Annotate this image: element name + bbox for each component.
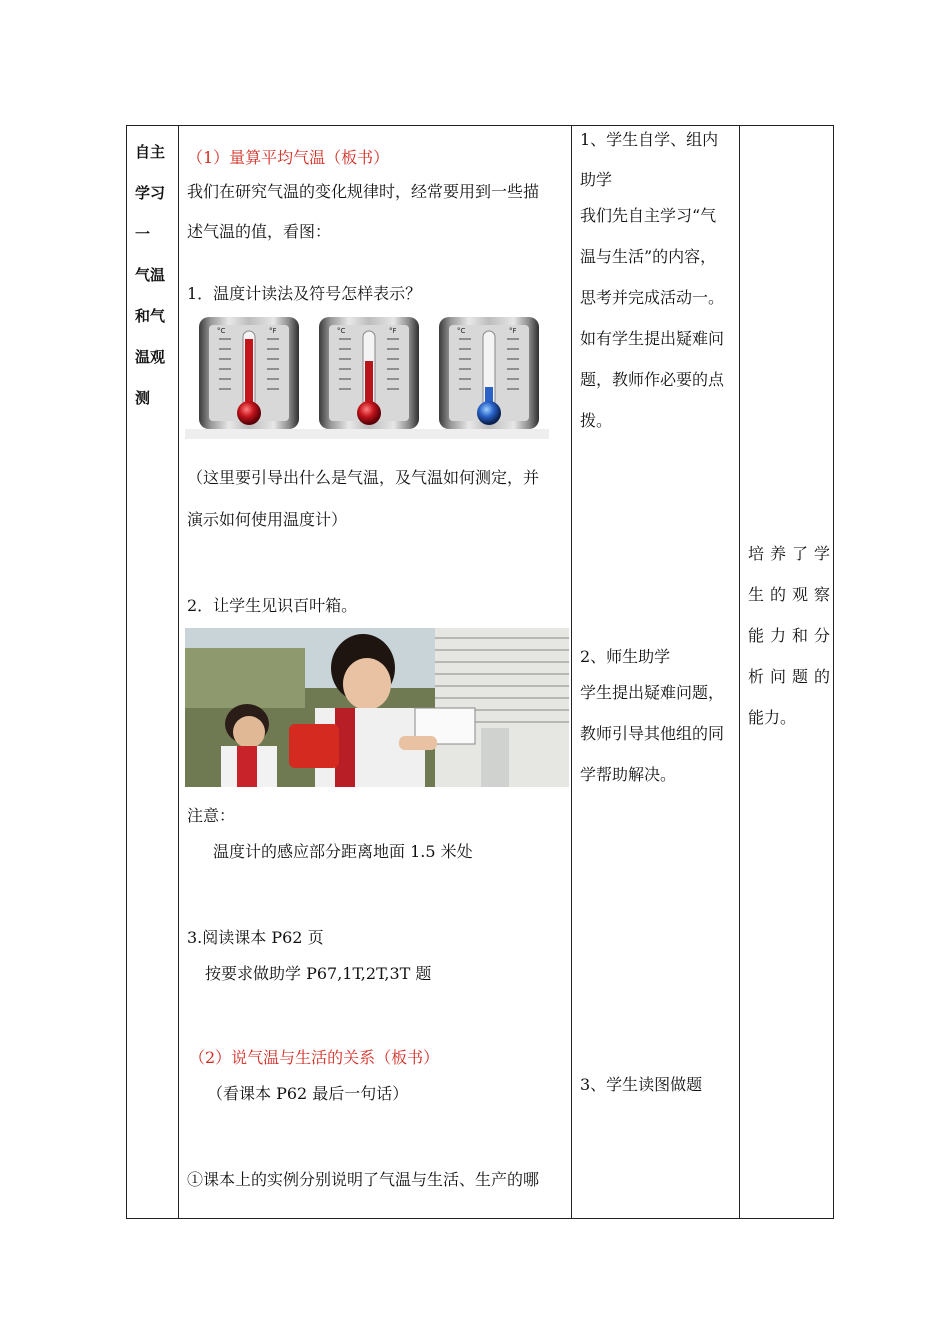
thermometers-image bbox=[185, 311, 549, 439]
activity-line: 题，教师作必要的点 bbox=[580, 370, 725, 389]
heading-2-note: （看课本 P62 最后一句话） bbox=[207, 1084, 409, 1103]
louver-box-photo bbox=[185, 628, 569, 787]
intent-line: 能力和分 bbox=[748, 626, 837, 645]
svg-text:°C: °C bbox=[457, 327, 466, 335]
activity-line: 学帮助解决。 bbox=[580, 765, 677, 784]
note: 演示如何使用温度计） bbox=[187, 510, 348, 529]
question-2: 2．让学生见识百叶箱。 bbox=[187, 596, 358, 615]
svg-text:°F: °F bbox=[509, 327, 517, 335]
activity-line: 2、师生助学 bbox=[580, 647, 671, 666]
activity-line: 温与生活”的内容， bbox=[580, 247, 717, 266]
svg-text:°F: °F bbox=[269, 327, 277, 335]
divider bbox=[178, 126, 179, 1218]
activity-line: 思考并完成活动一。 bbox=[580, 288, 725, 307]
activity-line: 3、学生读图做题 bbox=[580, 1075, 703, 1094]
question-3-text: 按要求做助学 P67,1T,2T,3T 题 bbox=[205, 964, 432, 983]
intent-line: 析问题的 bbox=[748, 667, 837, 686]
activity-line: 1、学生自学、组内 bbox=[580, 130, 719, 149]
attention-label: 注意： bbox=[187, 806, 236, 825]
heading-2: （2）说气温与生活的关系（板书） bbox=[189, 1048, 440, 1067]
question-3: 3.阅读课本 P62 页 bbox=[187, 928, 324, 947]
activity-line: 我们先自主学习“气 bbox=[580, 206, 717, 225]
paragraph: ①课本上的实例分别说明了气温与生活、生产的哪 bbox=[187, 1170, 540, 1189]
activity-line: 助学 bbox=[580, 170, 613, 189]
divider bbox=[571, 126, 572, 1218]
divider bbox=[739, 126, 740, 1218]
activity-line: 学生提出疑难问题， bbox=[580, 683, 725, 702]
thermometer bbox=[319, 317, 419, 429]
intent-line: 生的观察 bbox=[748, 585, 837, 604]
attention-text: 温度计的感应部分距离地面 1.5 米处 bbox=[213, 842, 473, 861]
lesson-table bbox=[126, 125, 837, 1219]
intent-line: 培养了学 bbox=[748, 544, 837, 563]
section-title: 自主 学习 一 气温 和气 温观 测 bbox=[135, 143, 166, 407]
thermometer bbox=[439, 317, 539, 429]
activity-line: 拨。 bbox=[580, 411, 613, 430]
paragraph: 述气温的值，看图： bbox=[187, 222, 332, 241]
activity-line: 如有学生提出疑难问 bbox=[580, 329, 725, 348]
heading-1: （1）量算平均气温（板书） bbox=[187, 148, 390, 167]
svg-text:°C: °C bbox=[337, 327, 346, 335]
svg-text:°C: °C bbox=[217, 327, 226, 335]
svg-text:°F: °F bbox=[389, 327, 397, 335]
paragraph: 我们在研究气温的变化规律时，经常要用到一些描 bbox=[187, 182, 540, 201]
note: （这里要引导出什么是气温，及气温如何测定，并 bbox=[187, 468, 540, 487]
intent-line: 能力。 bbox=[748, 708, 797, 727]
activity-line: 教师引导其他组的同 bbox=[580, 724, 725, 743]
thermometer bbox=[199, 317, 299, 429]
question-1: 1．温度计读法及符号怎样表示？ bbox=[187, 284, 422, 303]
